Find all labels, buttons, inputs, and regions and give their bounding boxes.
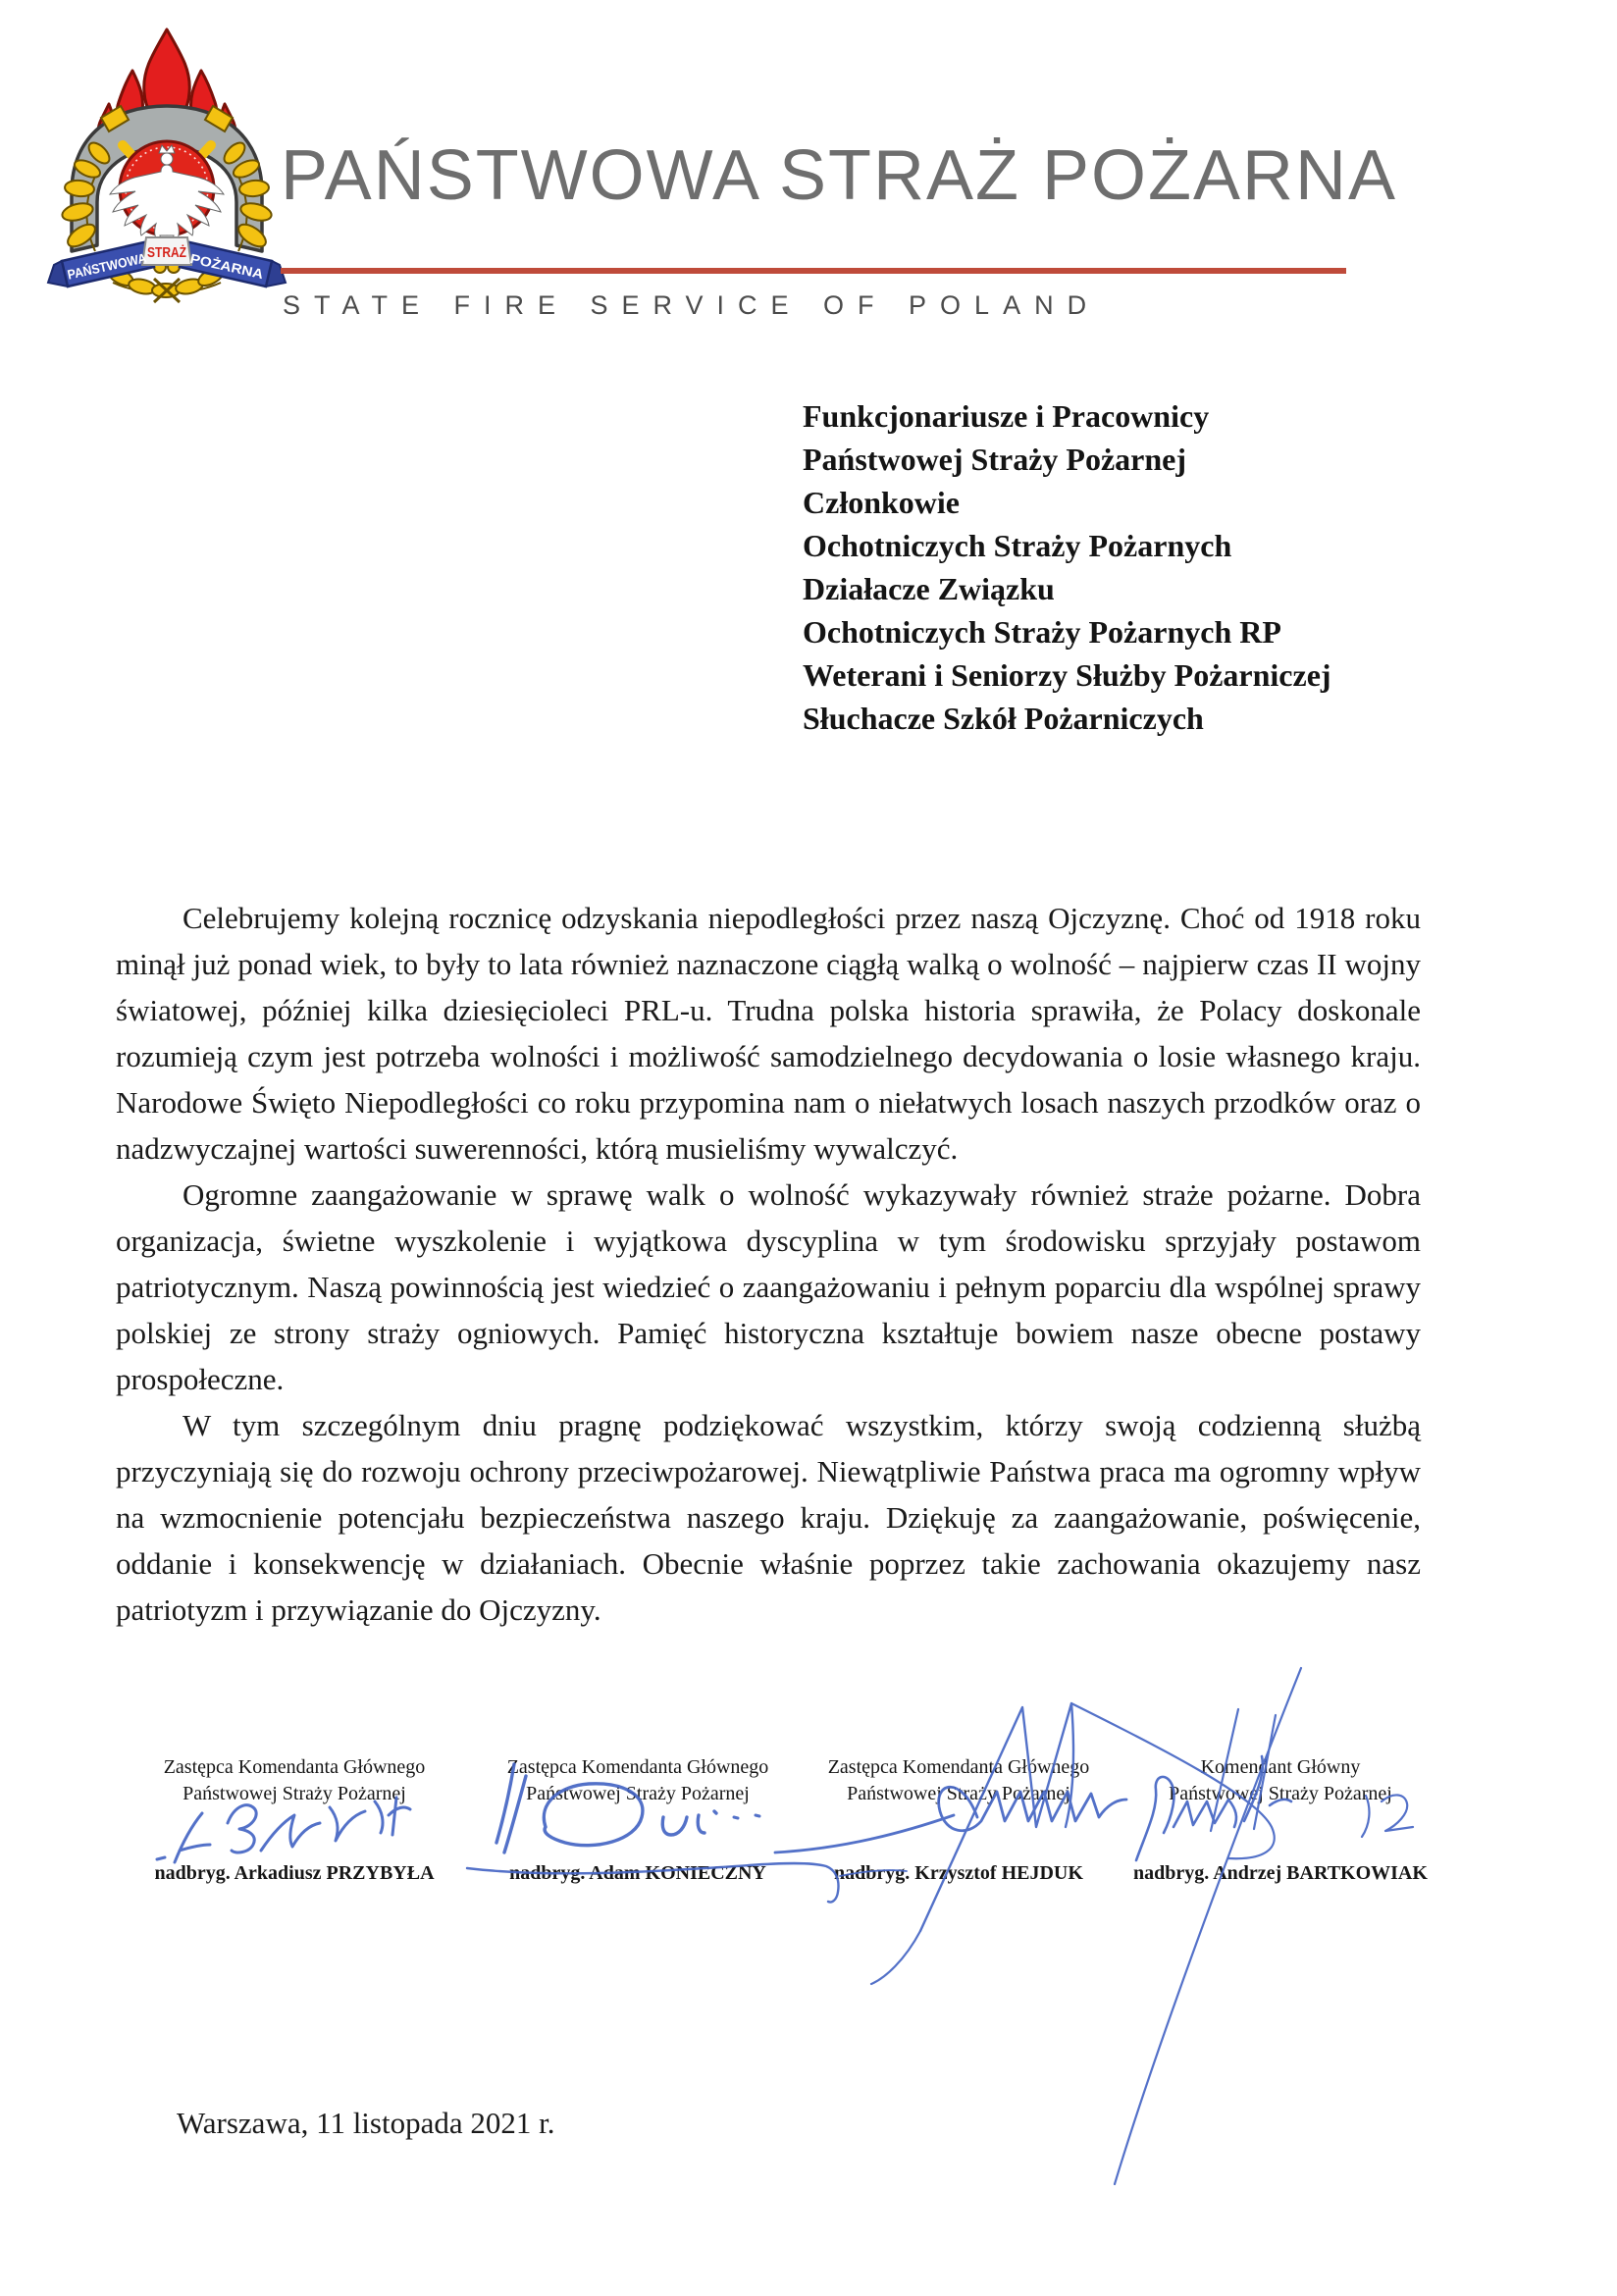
signer-role: Państwowej Straży Pożarnej [1169, 1783, 1392, 1804]
psp-emblem-logo [43, 20, 290, 306]
recipient-line: Słuchacze Szkół Pożarniczych [803, 701, 1204, 736]
recipient-line: Działacze Związku [803, 571, 1055, 606]
ribbon-text-left: PAŃSTWOWA [66, 248, 156, 283]
ribbon-text-center: STRAŻ [147, 245, 195, 261]
signature-block-bartkowiak [1099, 1754, 1462, 1885]
eagle-medallion [110, 141, 224, 251]
recipient-line: Weterani i Seniorzy Służby Pożarniczej [803, 657, 1331, 693]
signature-block-przybyla [113, 1754, 476, 1885]
signer-role: Państwowej Straży Pożarnej [183, 1783, 406, 1804]
body-paragraph: W tym szczególnym dniu pragnę podziękować wszystkim, którzy swoją codzienną służbą przyczyniają się do rozwoju ochrony przeciwpożarowej. Niewątpliwie Państwa praca ma ogromny wpływ na wzmocnienie potencjału bezpieczeństwa naszego kraju. Dziękuję za zaangażowanie, poświęcenie, oddanie i konsekwencję w działaniach. Obecnie właśnie poprzez takie zachowania okazujemy nasz patriotyzm i przywiązanie do Ojczyzny. [116, 1408, 1421, 1627]
date-line: Warszawa, 11 listopada 2021 r. [177, 2106, 555, 2140]
recipient-line: Funkcjonariusze i Pracownicy [803, 398, 1210, 434]
ribbon-text-right: POŻARNA [188, 250, 256, 281]
signer-name: nadbryg. Krzysztof HEJDUK [834, 1862, 1083, 1884]
recipient-line: Państwowej Straży Pożarnej [803, 442, 1186, 477]
signer-role: Komendant Główny [1200, 1756, 1361, 1778]
body-paragraph: Ogromne zaangażowanie w sprawę walk o wolność wykazywały również straże pożarne. Dobra organizacja, świetne wyszkolenie i wyjątkowa dyscyplina w tym środowisku sprzyjały postawom patriotycznym. Naszą powinnością jest wiedzieć o zaangażowaniu i pełnym poparciu dla wspólnej sprawy polskiej ze strony straży ogniowych. Pamięć historyczna kształtuje bowiem nasze obecne postawy prospołeczne. [116, 1177, 1421, 1396]
signer-name: nadbryg. Adam KONIECZNY [509, 1862, 766, 1884]
letter-body [116, 895, 1421, 1633]
signature-block-konieczny [456, 1754, 819, 1885]
body-paragraph: Celebrujemy kolejną rocznicę odzyskania niepodległości przez naszą Ojczyznę. Choć od 1918 roku minął już ponad wiek, to były to lata również naznaczone ciągłą walką o wolność – najpierw czas II wojny światowej, później kilka dziesięcioleci PRL-u. Trudna polska historia sprawiła, że Polacy doskonale rozumieją czym jest potrzeba wolności i możliwość samodzielnego decydowania o losie własnego kraju. Narodowe Święto Niepodległości co roku przypomina nam o niełatwych losach naszych przodków oraz o nadzwyczajnej wartości suwerenności, którą musieliśmy wywalczyć. [116, 901, 1421, 1166]
recipient-line: Ochotniczych Straży Pożarnych RP [803, 614, 1281, 650]
signer-role: Zastępca Komendanta Głównego [827, 1756, 1090, 1778]
signer-name: nadbryg. Arkadiusz PRZYBYŁA [154, 1862, 435, 1884]
recipient-line: Członkowie [803, 485, 960, 520]
org-title: PAŃSTWOWA STRAŻ POŻARNA [281, 136, 1398, 215]
header-accent-rule [281, 268, 1346, 274]
recipient-block [803, 394, 1431, 740]
org-subtitle: STATE FIRE SERVICE OF POLAND [283, 290, 1101, 320]
recipient-line: Ochotniczych Straży Pożarnych [803, 528, 1232, 563]
signer-name: nadbryg. Andrzej BARTKOWIAK [1133, 1862, 1428, 1884]
signer-role: Państwowej Straży Pożarnej [526, 1783, 750, 1804]
signer-role: Zastępca Komendanta Głównego [163, 1756, 426, 1778]
signer-role: Państwowej Straży Pożarnej [847, 1783, 1070, 1804]
signature-ink-bartkowiak [1115, 1668, 1413, 2184]
signer-role: Zastępca Komendanta Głównego [506, 1756, 769, 1778]
signature-block-hejduk [777, 1754, 1140, 1885]
